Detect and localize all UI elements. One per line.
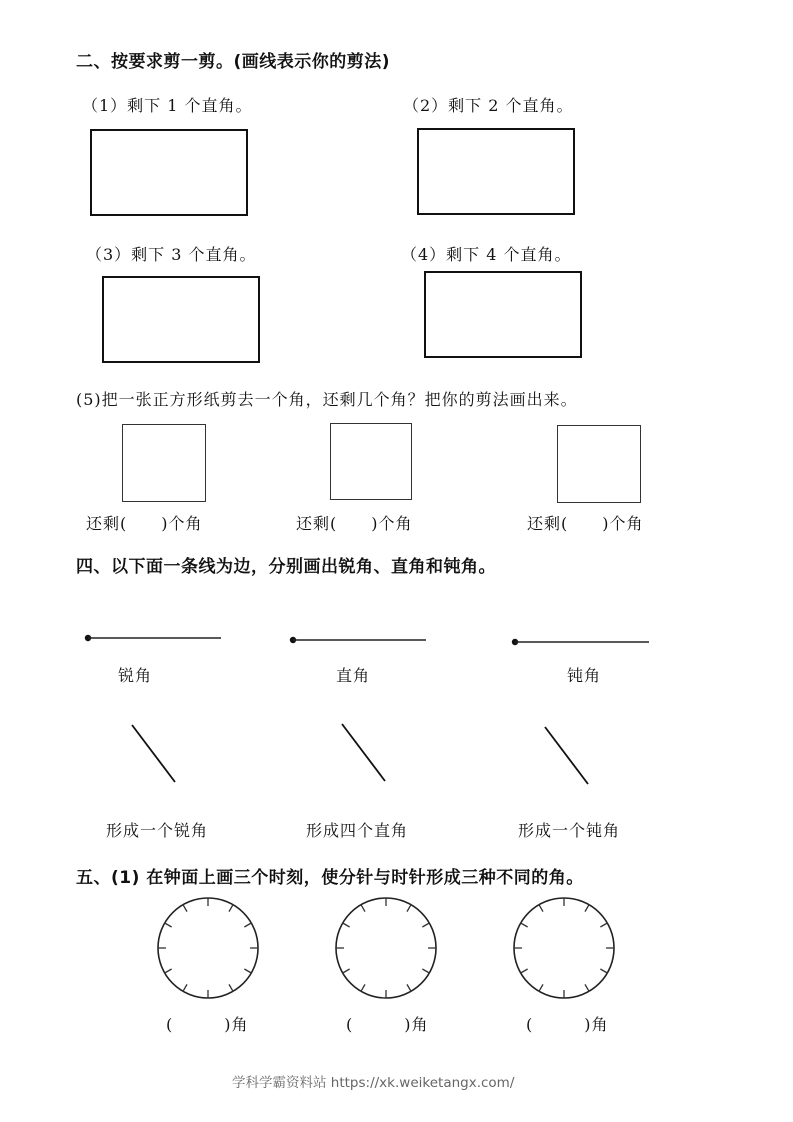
clock-tick — [539, 984, 543, 991]
clock-tick — [539, 905, 543, 912]
question-5-label: (5)把一张正方形纸剪去一个角，还剩几个角？把你的剪法画出来。 — [76, 390, 578, 409]
form-right-label: 形成四个直角 — [306, 821, 409, 840]
section-4-heading: 四、以下面一条线为边，分别画出锐角、直角和钝角。 — [76, 557, 496, 577]
clock-face-2 — [336, 898, 436, 998]
obtuse-angle-label: 钝角 — [567, 666, 602, 685]
clock-tick — [361, 984, 365, 991]
clock-tick — [183, 905, 187, 912]
diagonal-line-3 — [545, 727, 588, 784]
clock-tick — [600, 923, 607, 927]
clock-tick — [244, 969, 251, 973]
form-acute-label: 形成一个锐角 — [106, 821, 209, 840]
clock-faces — [158, 898, 614, 998]
clock-tick — [183, 984, 187, 991]
clock-tick — [422, 923, 429, 927]
clock-tick — [343, 969, 350, 973]
ray-acute — [85, 635, 221, 641]
remain-answer-3: 还剩( )个角 — [527, 514, 644, 533]
clock-tick — [407, 984, 411, 991]
question-4-label: （4）剩下 4 个直角。 — [401, 245, 572, 264]
clock-tick — [244, 923, 251, 927]
clock-answer-1: ( )角 — [166, 1015, 249, 1034]
section-5-heading: 五、(1) 在钟面上画三个时刻，使分针与时针形成三种不同的角。 — [76, 868, 584, 888]
clock-tick — [422, 969, 429, 973]
ray-obtuse — [512, 639, 649, 645]
question-2-label: （2）剩下 2 个直角。 — [403, 96, 574, 115]
clock-tick — [361, 905, 365, 912]
clock-tick — [521, 923, 528, 927]
remain-answer-1: 还剩( )个角 — [86, 514, 203, 533]
clock-tick — [521, 969, 528, 973]
clock-face-1 — [158, 898, 258, 998]
clock-face-3 — [514, 898, 614, 998]
clock-tick — [229, 984, 233, 991]
clock-tick — [585, 905, 589, 912]
clock-answer-2: ( )角 — [346, 1015, 429, 1034]
diagonal-line-1 — [132, 725, 175, 782]
clock-tick — [343, 923, 350, 927]
diagonal-line-2 — [342, 724, 385, 781]
ray-right — [290, 637, 426, 643]
acute-angle-label: 锐角 — [118, 666, 153, 685]
right-angle-label: 直角 — [336, 666, 371, 685]
clock-tick — [585, 984, 589, 991]
form-obtuse-label: 形成一个钝角 — [518, 821, 621, 840]
clock-tick — [600, 969, 607, 973]
question-1-label: （1）剩下 1 个直角。 — [82, 96, 253, 115]
clock-tick — [407, 905, 411, 912]
clock-tick — [165, 923, 172, 927]
remain-answer-2: 还剩( )个角 — [296, 514, 413, 533]
question-3-label: （3）剩下 3 个直角。 — [86, 245, 257, 264]
footer-watermark: 学科学霸资料站 https://xk.weiketangx.com/ — [232, 1075, 515, 1091]
section-2-heading: 二、按要求剪一剪。(画线表示你的剪法) — [76, 52, 391, 72]
clock-answer-3: ( )角 — [526, 1015, 609, 1034]
clock-tick — [165, 969, 172, 973]
clock-tick — [229, 905, 233, 912]
